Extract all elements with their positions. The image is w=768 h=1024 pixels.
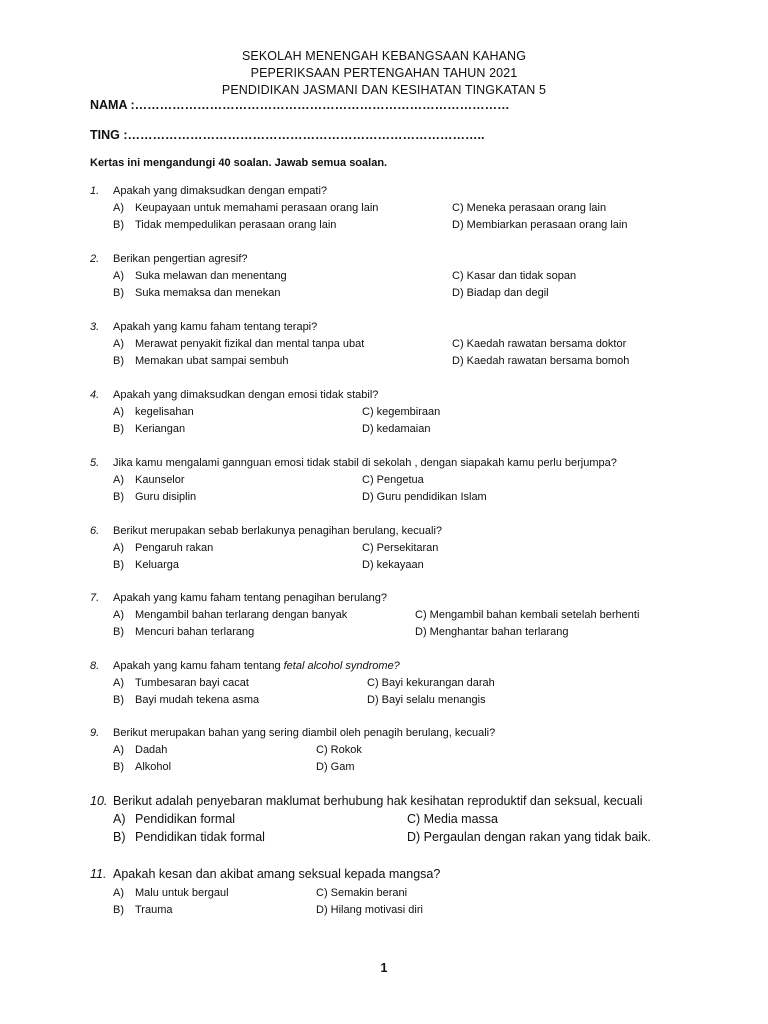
option-a-letter: A): [113, 677, 124, 689]
question-stem-text: Apakah yang kamu faham tentang: [113, 660, 284, 672]
option-b-letter: B): [113, 904, 124, 916]
option-b-letter: B): [113, 355, 124, 367]
option-b-text: Tidak mempedulikan perasaan orang lain: [135, 219, 337, 231]
option-row: [90, 810, 670, 828]
option-a-letter: A): [113, 609, 124, 621]
school-name: SEKOLAH MENENGAH KEBANGSAAN KAHANG: [241, 49, 527, 63]
option-d: D) Pergaulan dengan rakan yang tidak baik.: [407, 830, 651, 844]
option-b-text: Bayi mudah tekena asma: [135, 694, 260, 706]
question-stem: [113, 792, 643, 810]
option-b-text: Pendidikan tidak formal: [135, 830, 265, 844]
option-a-letter: A): [113, 270, 124, 282]
option-c: C) Kasar dan tidak sopan: [452, 270, 577, 282]
option-row: [90, 624, 670, 641]
option-a-letter: A): [113, 744, 124, 756]
question-stem-text: Apakah kesan dan akibat amang seksual kepada mangsa?: [113, 867, 441, 881]
question-1: [90, 183, 670, 234]
question-4: [90, 387, 670, 438]
option-a-text: Dadah: [135, 744, 168, 756]
option-b-letter: B): [113, 287, 124, 299]
option-c: C) Bayi kekurangan darah: [367, 677, 495, 689]
question-6: [90, 523, 670, 574]
question-stem: [113, 590, 387, 607]
question-stem-text: Apakah yang kamu faham tentang penagihan berulang?: [113, 592, 387, 604]
question-stem: [113, 725, 495, 742]
option-row: [90, 421, 670, 438]
question-7: [90, 590, 670, 641]
option-a-letter: A): [113, 202, 124, 214]
option-d: D) Guru pendidikan Islam: [362, 491, 487, 503]
option-row: [90, 607, 670, 624]
question-number: 4.: [90, 389, 100, 401]
option-d: D) Hilang motivasi diri: [316, 904, 423, 916]
question-3: [90, 319, 670, 370]
question-10: [90, 792, 670, 846]
option-a-text: Pengaruh rakan: [135, 542, 214, 554]
option-d: D) Menghantar bahan terlarang: [415, 626, 569, 638]
question-stem: [113, 319, 317, 336]
question-stem-text: Berikut merupakan sebab berlakunya penagihan berulang, kecuali?: [113, 525, 443, 537]
option-b-letter: B): [113, 491, 124, 503]
option-a-letter: A): [113, 542, 124, 554]
option-b-text: Alkohol: [135, 761, 172, 773]
question-number: 6.: [90, 525, 100, 537]
option-c: C) Meneka perasaan orang lain: [452, 202, 607, 214]
option-c: C) Mengambil bahan kembali setelah berhenti: [415, 609, 640, 621]
option-a-text: Suka melawan dan menentang: [135, 270, 287, 282]
option-b-text: Guru disiplin: [135, 491, 197, 503]
option-row: [90, 828, 670, 846]
question-5: [90, 455, 670, 506]
option-d: D) Bayi selalu menangis: [367, 694, 486, 706]
option-b-text: Memakan ubat sampai sembuh: [135, 355, 289, 367]
option-a-text: kegelisahan: [135, 406, 194, 418]
exam-header: [0, 48, 768, 99]
option-a-letter: A): [113, 474, 124, 486]
option-a-text: Tumbesaran bayi cacat: [135, 677, 249, 689]
option-row: [90, 742, 670, 759]
option-b-text: Suka memaksa dan menekan: [135, 287, 281, 299]
option-d: D) Biadap dan degil: [452, 287, 549, 299]
option-row: [90, 268, 670, 285]
option-c: C) Kaedah rawatan bersama doktor: [452, 338, 627, 350]
option-row: [90, 336, 670, 353]
option-b-text: Trauma: [135, 904, 173, 916]
question-stem: [113, 455, 617, 472]
question-number: 1.: [90, 185, 100, 197]
option-row: [90, 692, 670, 709]
option-row: [90, 675, 670, 692]
subject-title: PENDIDIKAN JASMANI DAN KESIHATAN TINGKATAN 5: [221, 83, 547, 97]
question-number: 7.: [90, 592, 100, 604]
option-b-text: Keriangan: [135, 423, 186, 435]
option-a-text: Merawat penyakit fizikal dan mental tanpa ubat: [135, 338, 365, 350]
option-d: D) kedamaian: [362, 423, 431, 435]
option-b-letter: B): [113, 761, 124, 773]
option-b-text: Mencuri bahan terlarang: [135, 626, 255, 638]
option-row: [90, 885, 670, 902]
question-stem-text: Berikan pengertian agresif?: [113, 253, 248, 265]
option-row: [90, 200, 670, 217]
option-c: C) Semakin berani: [316, 887, 408, 899]
option-b-letter: B): [113, 626, 124, 638]
option-b-letter: B): [113, 219, 124, 231]
question-number: 9.: [90, 727, 100, 739]
option-row: [90, 285, 670, 302]
option-b-letter: B): [113, 559, 124, 571]
option-row: [90, 557, 670, 574]
question-stem-text: Berikut adalah penyebaran maklumat berhubung hak kesihatan reproduktif dan seksual, kecuali: [113, 794, 643, 808]
option-b-letter: B): [113, 830, 126, 844]
option-a-text: Mengambil bahan terlarang dengan banyak: [135, 609, 348, 621]
option-row: [90, 902, 670, 919]
option-row: [90, 489, 670, 506]
question-stem-text: Berikut merupakan bahan yang sering diambil oleh penagih berulang, kecuali?: [113, 727, 496, 739]
option-a-letter: A): [113, 887, 124, 899]
option-c: C) Rokok: [316, 744, 362, 756]
question-number: 10.: [90, 794, 108, 808]
question-stem-text: Apakah yang dimaksudkan dengan empati?: [113, 185, 328, 197]
question-stem-text: Apakah yang kamu faham tentang terapi?: [113, 321, 318, 333]
option-row: [90, 540, 670, 557]
option-b-text: Keluarga: [135, 559, 180, 571]
question-stem: [113, 866, 440, 883]
question-stem: [113, 523, 442, 540]
question-stem: [113, 387, 378, 404]
option-row: [90, 353, 670, 370]
option-d: D) Membiarkan perasaan orang lain: [452, 219, 628, 231]
question-11: [90, 866, 670, 919]
option-row: [90, 404, 670, 421]
option-b-letter: B): [113, 694, 124, 706]
question-number: 8.: [90, 660, 100, 672]
exam-title: PEPERIKSAAN PERTENGAHAN TAHUN 2021: [250, 66, 518, 80]
option-c: C) Pengetua: [362, 474, 424, 486]
option-d: D) kekayaan: [362, 559, 424, 571]
option-a-text: Keupayaan untuk memahami perasaan orang lain: [135, 202, 379, 214]
instructions: Kertas ini mengandungi 40 soalan. Jawab semua soalan.: [90, 157, 388, 169]
question-stem-text: Apakah yang dimaksudkan dengan emosi tidak stabil?: [113, 389, 379, 401]
question-number: 5.: [90, 457, 100, 469]
option-a-letter: A): [113, 812, 126, 826]
option-b-letter: B): [113, 423, 124, 435]
option-row: [90, 217, 670, 234]
question-number: 2.: [90, 253, 100, 265]
question-stem: [113, 183, 327, 200]
option-c: C) Media massa: [407, 812, 498, 826]
option-row: [90, 759, 670, 776]
question-stem: [113, 251, 248, 268]
option-a-text: Pendidikan formal: [135, 812, 236, 826]
question-number: 11.: [90, 867, 107, 881]
question-8: [90, 658, 670, 709]
option-d: D) Kaedah rawatan bersama bomoh: [452, 355, 630, 367]
option-c: C) kegembiraan: [362, 406, 441, 418]
question-stem: [113, 658, 400, 675]
class-field: TING :…………………………………………………………………………..: [90, 128, 485, 142]
name-field: NAMA :………………………………………………………………………………: [90, 98, 510, 112]
question-stem-italic: fetal alcohol syndrome?: [283, 660, 400, 672]
option-a-text: Malu untuk bergaul: [135, 887, 229, 899]
question-9: [90, 725, 670, 776]
question-2: [90, 251, 670, 302]
question-stem-text: Jika kamu mengalami gannguan emosi tidak stabil di sekolah , dengan siapakah kamu perlu berjumpa?: [113, 457, 617, 469]
option-d: D) Gam: [316, 761, 355, 773]
page-number: 1: [380, 961, 388, 975]
option-row: [90, 472, 670, 489]
option-c: C) Persekitaran: [362, 542, 439, 554]
option-a-letter: A): [113, 338, 124, 350]
question-number: 3.: [90, 321, 100, 333]
option-a-text: Kaunselor: [135, 474, 185, 486]
option-a-letter: A): [113, 406, 124, 418]
